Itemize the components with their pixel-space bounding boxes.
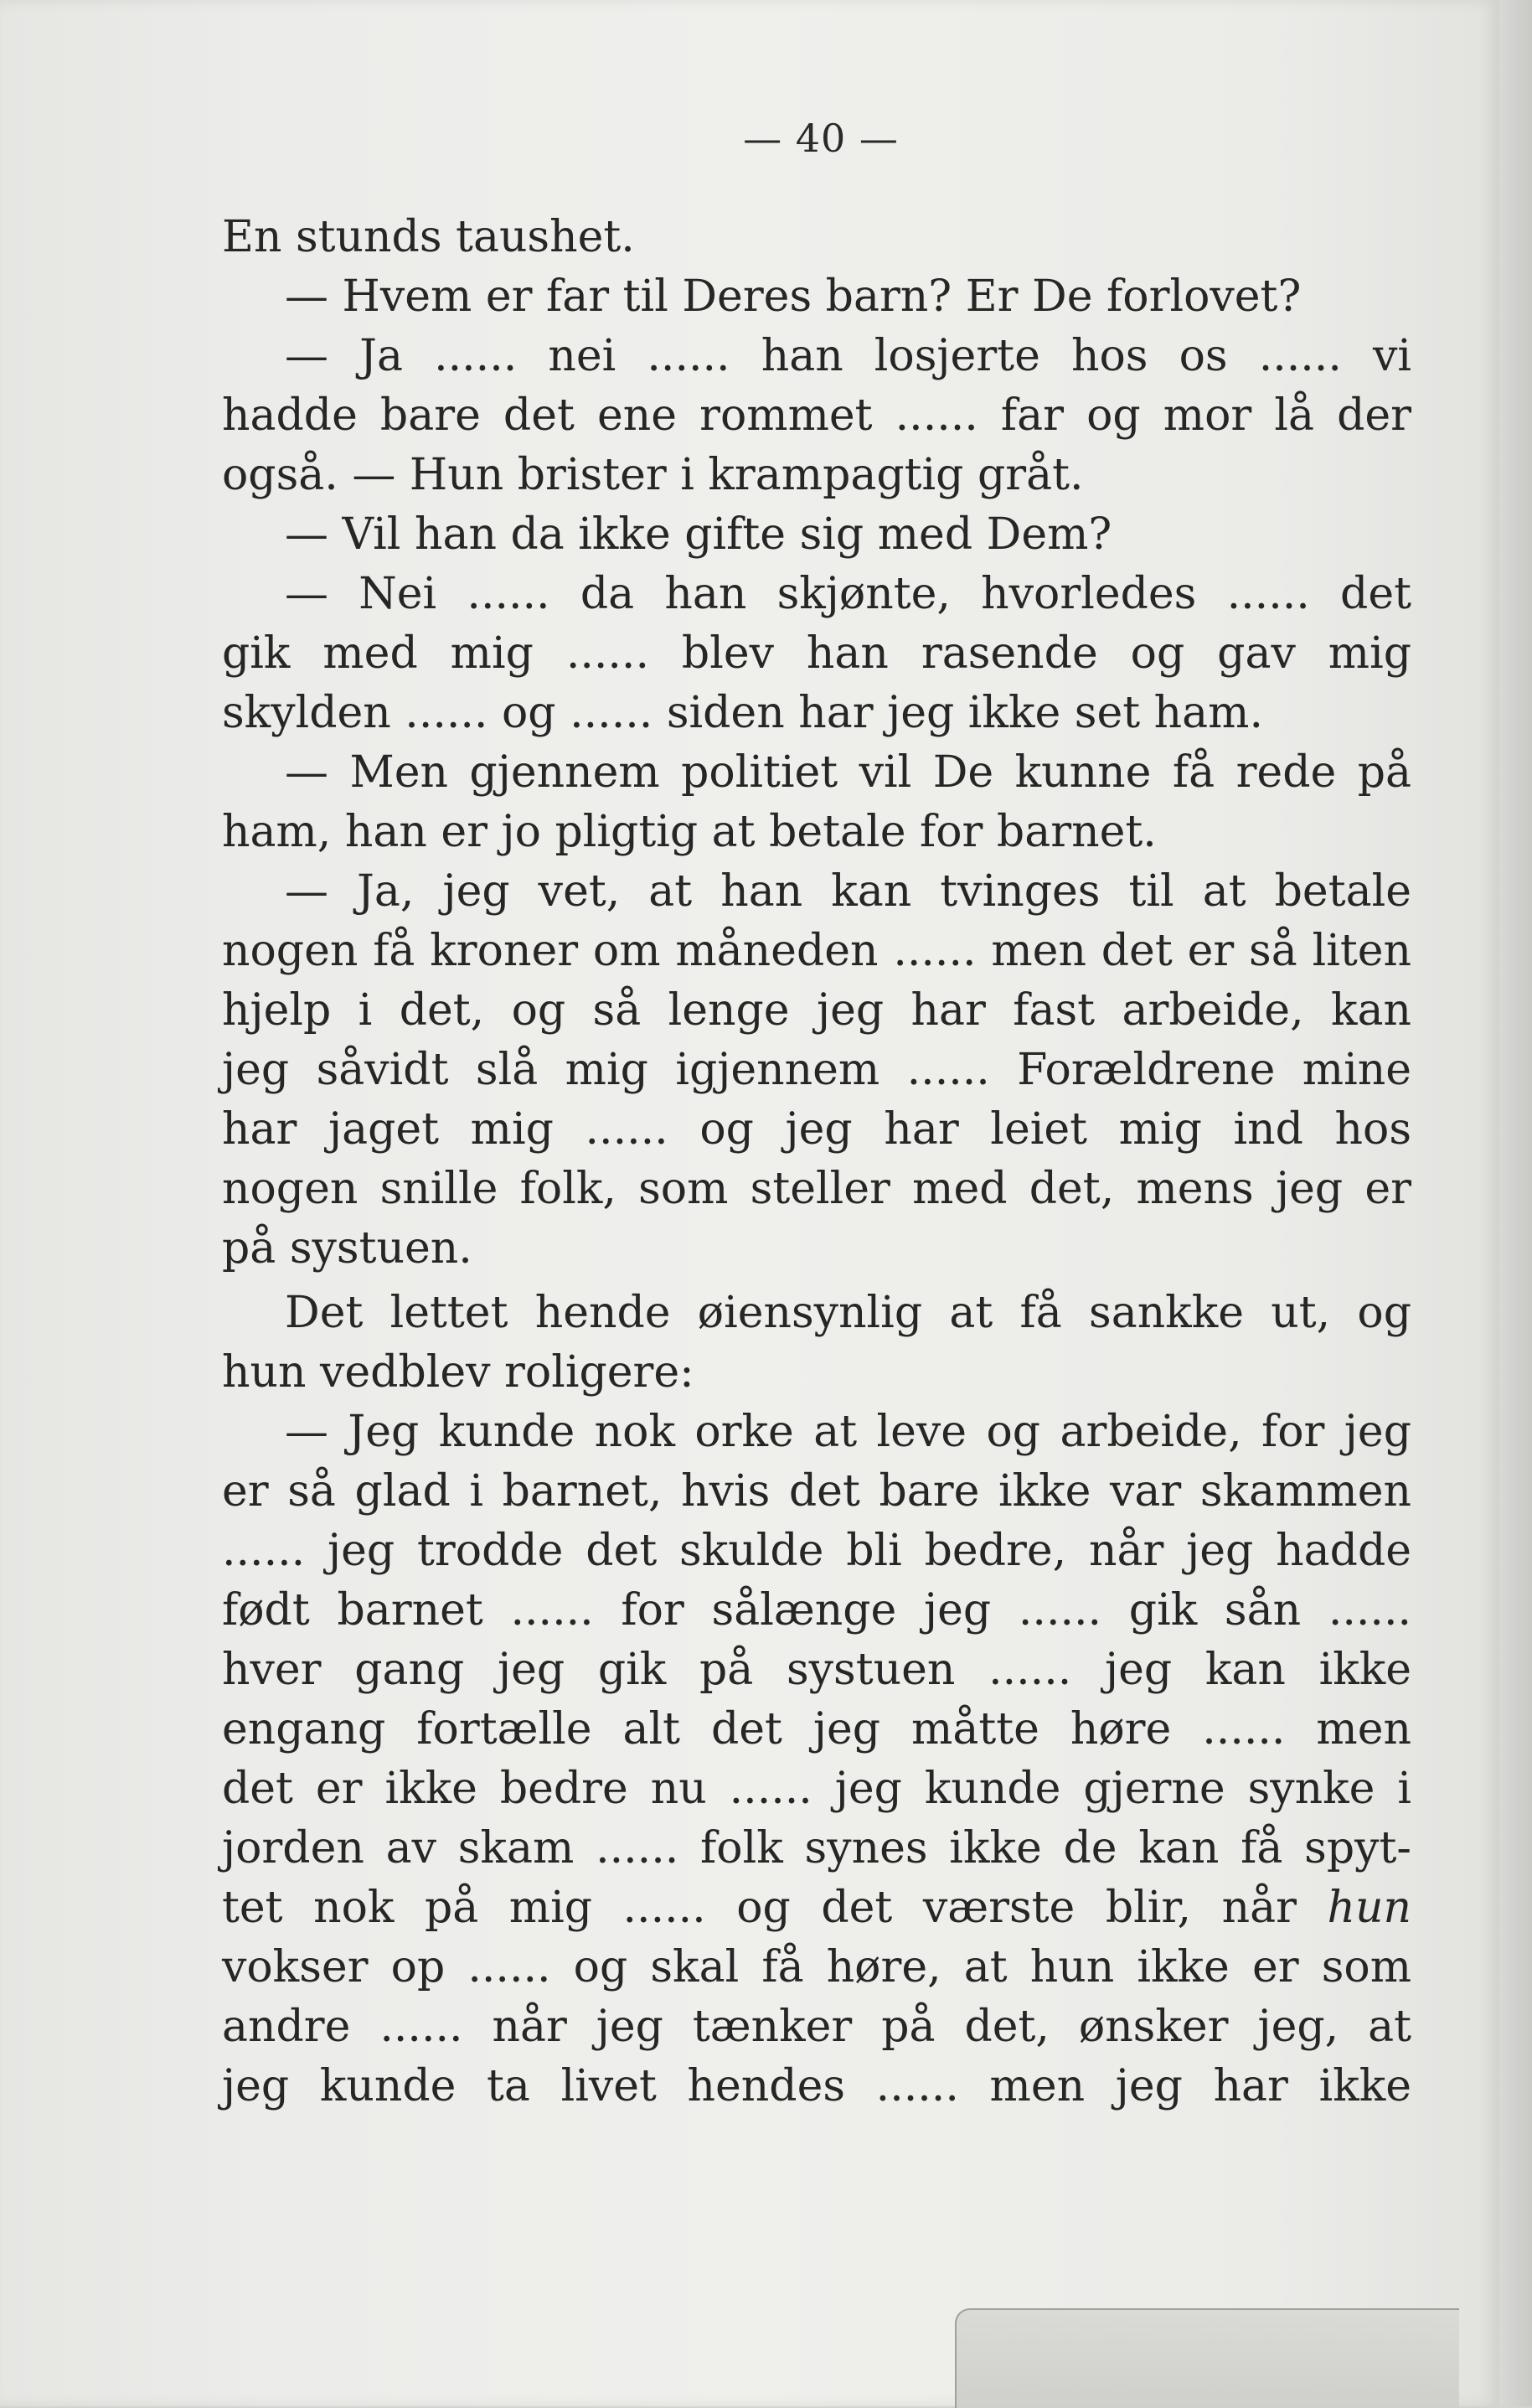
- text-line: ...... jeg trodde det skulde bli bedre, når jeg hadde: [222, 1526, 1411, 1576]
- text-line: andre ...... når jeg tænker på det, ønsker jeg, at: [222, 2002, 1411, 2052]
- page-tab: [955, 2308, 1459, 2408]
- text-line: jeg såvidt slå mig igjennem ...... Forældrene mine: [222, 1045, 1411, 1095]
- text-line: også. — Hun brister i krampagtig gråt.: [222, 450, 1084, 500]
- text-line: på systuen.: [222, 1223, 472, 1274]
- text-line: — Nei ...... da han skjønte, hvorledes ...... det: [285, 569, 1411, 619]
- text-line: nogen få kroner om måneden ...... men det er så liten: [222, 926, 1411, 976]
- text-line: En stunds taushet.: [222, 212, 635, 262]
- text-line: er så glad i barnet, hvis det bare ikke var skammen: [222, 1466, 1411, 1517]
- text-line: jorden av skam ...... folk synes ikke de kan få spyt-: [222, 1823, 1411, 1873]
- text-line: — Ja ...... nei ...... han losjerte hos os ...... vi: [285, 331, 1411, 381]
- italic-word: hun: [1327, 1883, 1412, 1933]
- text-line: ham, han er jo pligtig at betale for barnet.: [222, 807, 1157, 857]
- text-line: engang fortælle alt det jeg måtte høre ...... men: [222, 1704, 1411, 1754]
- text-line-with-italic: [222, 1878, 1411, 1938]
- text-line: gik med mig ...... blev han rasende og gav mig: [222, 628, 1411, 679]
- body-text: [222, 208, 1411, 2116]
- text-line: vokser op ...... og skal få høre, at hun ikke er som: [222, 1942, 1411, 1992]
- text-line: hadde bare det ene rommet ...... far og mor lå der: [222, 390, 1411, 441]
- page-number: — 40 —: [743, 116, 899, 161]
- text-line: det er ikke bedre nu ...... jeg kunde gjerne synke i: [222, 1764, 1411, 1814]
- text-line: hver gang jeg gik på systuen ...... jeg kan ikke: [222, 1645, 1411, 1695]
- text-line: — Jeg kunde nok orke at leve og arbeide, for jeg: [285, 1407, 1411, 1457]
- text-line: nogen snille folk, som steller med det, mens jeg er: [222, 1164, 1411, 1214]
- page-edge: [1499, 0, 1532, 2406]
- text-line: har jaget mig ...... og jeg har leiet mig ind hos: [222, 1104, 1411, 1155]
- text-line: — Hvem er far til Deres barn? Er De forlovet?: [285, 271, 1302, 322]
- text-line: skylden ...... og ...... siden har jeg ikke set ham.: [222, 688, 1263, 738]
- text-line: — Men gjennem politiet vil De kunne få rede på: [285, 747, 1411, 798]
- text-line: hjelp i det, og så lenge jeg har fast arbeide, kan: [222, 985, 1411, 1036]
- text-line: hun vedblev roligere:: [222, 1347, 694, 1398]
- text-line: jeg kunde ta livet hendes ...... men jeg har ikke: [222, 2061, 1411, 2111]
- text-line: — Ja, jeg vet, at han kan tvinges til at betale: [285, 866, 1411, 917]
- text-line: — Vil han da ikke gifte sig med Dem?: [285, 509, 1112, 560]
- text-line: født barnet ...... for sålænge jeg ...... gik sån ......: [222, 1585, 1411, 1635]
- text-line-part: tet nok på mig ...... og det værste blir, når: [222, 1883, 1297, 1933]
- text-line: Det lettet hende øiensynlig at få sankke ut, og: [285, 1288, 1411, 1338]
